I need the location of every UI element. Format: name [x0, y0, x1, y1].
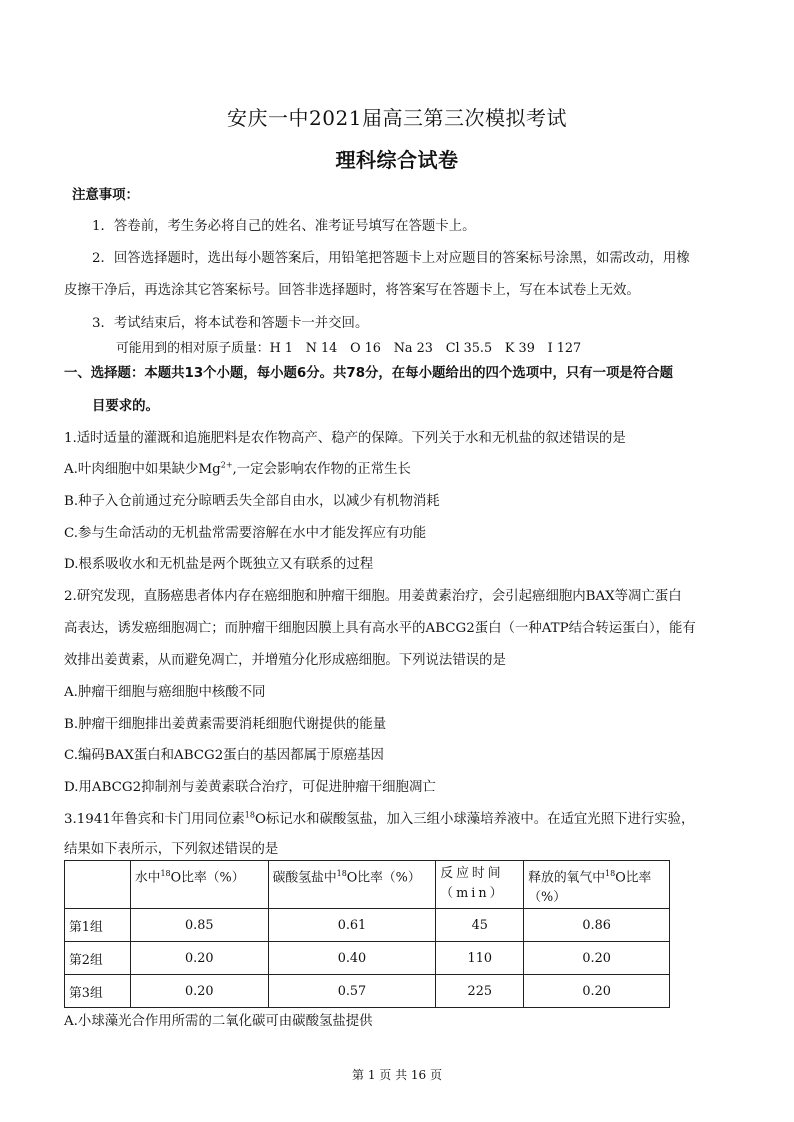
q3-stem-line1 [64, 808, 694, 827]
atomic-mass-line: 可能用到的相对原子质量：H 1 N 14 O 16 Na 23 Cl 35.5 K 39 I 127 [116, 341, 582, 356]
q2-option-b: B.肿瘤干细胞排出姜黄素需要消耗细胞代谢提供的能量 [64, 717, 387, 732]
table-row [65, 975, 670, 1008]
table-row [65, 942, 670, 975]
table-cell: 0.57 [268, 975, 436, 1008]
q2-option-c: C.编码BAX蛋白和ABCG2蛋白的基因都属于原癌基因 [64, 748, 384, 763]
section-1-heading-line1: 一、选择题：本题共13个小题，每小题6分。共78分，在每小题给出的四个选项中，只有一项是符合题 [64, 366, 673, 381]
notice-item-1: 1．答卷前，考生务必将自己的姓名、准考证号填写在答题卡上。 [92, 219, 476, 234]
table-header-cell: 反应时间（min） [436, 861, 524, 909]
notice-item-2-line1: 2．回答选择题时，选出每小题答案后，用铅笔把答题卡上对应题目的答案标号涂黑，如需改动，用橡 [92, 251, 690, 266]
q2-option-d: D.用ABCG2抑制剂与姜黄素联合治疗，可促进肿瘤干细胞凋亡 [64, 780, 436, 795]
table-header-cell: 水中$^{18}$O比率（%） [130, 861, 268, 909]
q2-stem-line1: 2.研究发现，直肠癌患者体内存在癌细胞和肿瘤干细胞。用姜黄素治疗，会引起癌细胞内BAX等凋亡蛋白 [64, 589, 682, 604]
q1-stem: 1.适时适量的灌溉和追施肥料是农作物高产、稳产的保障。下列关于水和无机盐的叙述错误的是 [64, 431, 626, 446]
table-cell: 45 [436, 909, 524, 942]
table-cell: 第1组 [65, 909, 131, 942]
table-cell: 0.20 [130, 942, 268, 975]
q3-option-a: A.小球藻光合作用所需的二氧化碳可由碳酸氢盐提供 [64, 1014, 373, 1029]
q1-option-a-sup: 2+ [220, 460, 233, 470]
q2-stem-line3: 效排出姜黄素，从而避免凋亡，并增殖分化形成癌细胞。下列说法错误的是 [64, 653, 506, 668]
q1-option-a [64, 458, 411, 477]
notice-item-2-line2: 皮擦干净后，再选涂其它答案标号。回答非选择题时，将答案写在答题卡上，写在本试卷上无效。 [64, 283, 640, 298]
q2-option-a: A.肿瘤干细胞与癌细胞中核酸不同 [64, 685, 266, 700]
q1-option-a-post: ,一定会影响农作物的正常生长 [232, 462, 411, 477]
table-header-row [65, 861, 670, 909]
table-header-cell: 释放的氧气中$^{18}$O比率（%） [524, 861, 670, 909]
table-cell: 0.85 [130, 909, 268, 942]
exam-subtitle: 理科综合试卷 [335, 148, 459, 172]
table-header-cell [65, 861, 131, 909]
table-cell: 0.20 [524, 975, 670, 1008]
table-cell: 0.40 [268, 942, 436, 975]
q1-option-c: C.参与生命活动的无机盐常需要溶解在水中才能发挥应有功能 [64, 526, 427, 541]
table-row [65, 909, 670, 942]
q3-stem-line2: 结果如下表所示，下列叙述错误的是 [64, 842, 279, 857]
q3-stem-sup: 18 [244, 810, 255, 820]
table-cell: 0.86 [524, 909, 670, 942]
table-cell: 110 [436, 942, 524, 975]
notice-item-3: 3．考试结束后，将本试卷和答题卡一并交回。 [92, 316, 369, 331]
table-cell: 第2组 [65, 942, 131, 975]
q3-data-table [64, 860, 670, 1008]
q2-stem-line2: 高表达，诱发癌细胞凋亡；而肿瘤干细胞因膜上具有高水平的ABCG2蛋白（一种ATP结合转运蛋白），能有 [64, 621, 696, 636]
q3-stem-pre: 3.1941年鲁宾和卡门用同位素 [64, 812, 245, 827]
q3-stem-post: O标记水和碳酸氢盐，加入三组小球藻培养液中。在适宜光照下进行实验， [254, 812, 695, 827]
table-cell: 第3组 [65, 975, 131, 1008]
q1-option-d: D.根系吸收水和无机盐是两个既独立又有联系的过程 [64, 557, 374, 572]
q1-option-a-pre: A.叶肉细胞中如果缺少Mg [64, 462, 221, 477]
exam-title: 安庆一中2021届高三第三次模拟考试 [227, 106, 567, 130]
table-cell: 0.20 [524, 942, 670, 975]
q1-option-b: B.种子入仓前通过充分晾晒丢失全部自由水，以减少有机物消耗 [64, 494, 440, 509]
table-cell: 225 [436, 975, 524, 1008]
section-1-heading-line2: 目要求的。 [92, 399, 159, 414]
page-footer: 第 1 页 共 16 页 [352, 1068, 442, 1082]
table-cell: 0.61 [268, 909, 436, 942]
table-cell: 0.20 [130, 975, 268, 1008]
notice-heading: 注意事项： [72, 188, 139, 203]
table-header-cell: 碳酸氢盐中$^{18}$O比率（%） [268, 861, 436, 909]
